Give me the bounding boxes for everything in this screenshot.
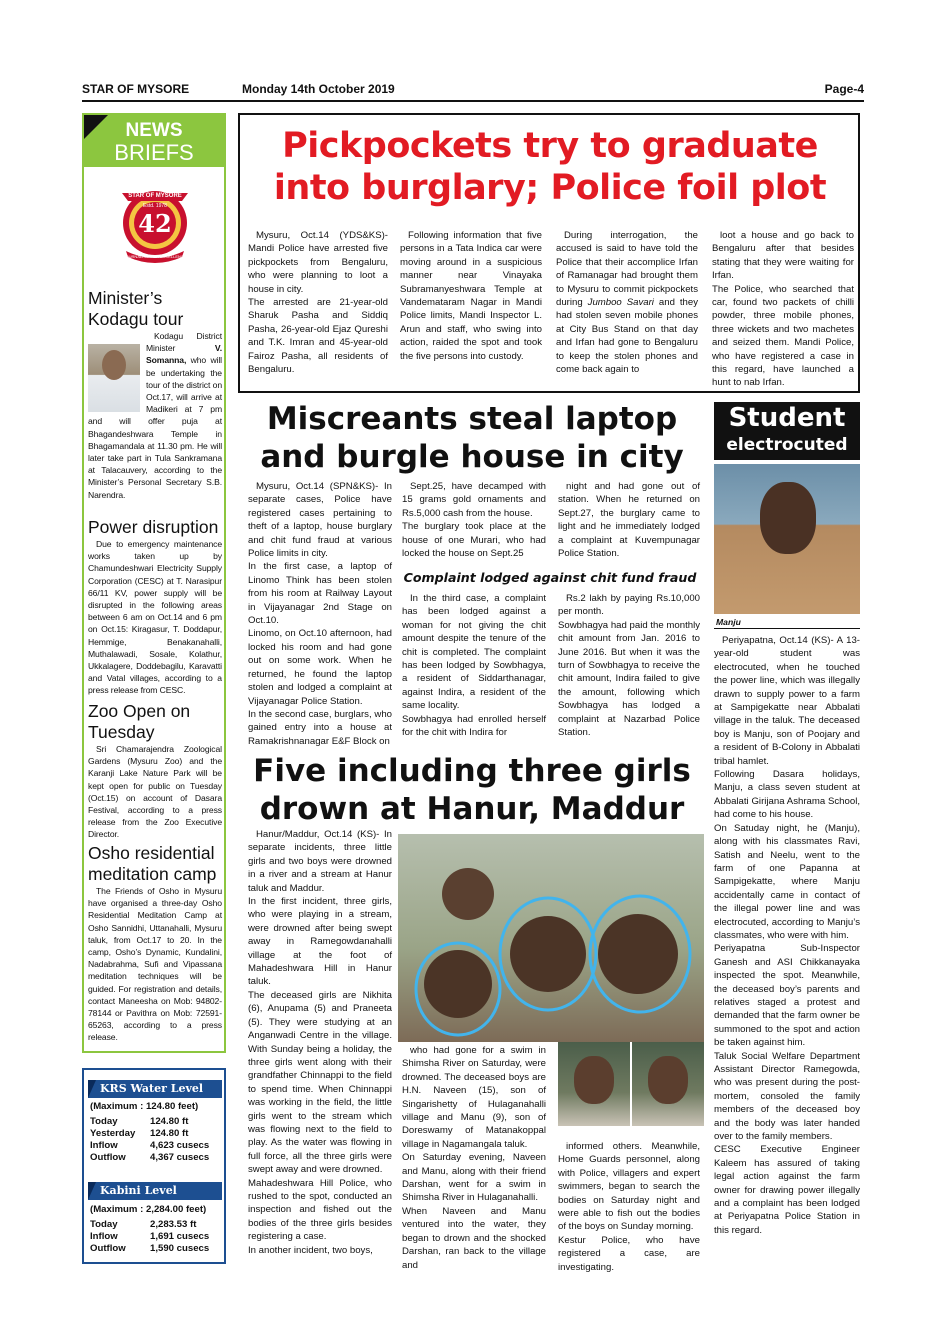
brief-beside: who will be undertaking the tour of the district on Oct.17, will arrive at Madikeri at 7 pm and will offer puja xyxy=(88,355,222,427)
chit-fund-subhead: Complaint lodged against chit fund fraud xyxy=(403,570,697,585)
manju-photo xyxy=(714,464,860,614)
brief-power-disruption xyxy=(88,517,222,697)
student-body: Periyapatna, Oct.14 (KS)- A 13-year-old student was electrocuted, when he touched the power line, which was illegally drawn to supply power to a farm at Sampigekatte near Abbalati village in the taluk. The deceased boy is Manju, son of Poojary and a resident of B-Colony in Abbalati tribal hamlet. Following Dasara holidays, Manju, a class seven student at Abbalati Girijana Ashrama School, had come to his house. On Satuday night, he (Manju), along with his classmates Ravi, Satish and Neelu, went to the farm of one Papanna at Sampigekatte, where Manju accidentally came in contact of the illegal power line and was electrocuted, according to Manju’s classmates, who were with him. Periyapatna Sub-Inspector Ganesh and ASI Chikkanayaka inspected the spot. Meanwhile, the deceased boy’s parents and relatives staged a protest and demanded that the farm owner be summoned to the spot and action be taken against him. Taluk Social Welfare Department Assistant Director Ramegowda, who was present during the post-mortem, consoled the family members of the deceased boy and the body was later handed over to the family members. CESC Executive Engineer Kaleem has assured of taking legal action against the farm owner for drawing power illegally and a complaint has been lodged at Periyapatna Police Station in this regard. xyxy=(714,635,860,1236)
pickpockets-col2: Following information that five persons in a Tata Indica car were moving around in a suspicious manner near Vinayaka Subramanyeshwara Temple at Vandemataram Nagar in Mandi Police limits, Mandi Inspector L. Arun and staff, who swing into action, raided the spot and took the five persons into custody. xyxy=(400,230,542,362)
photo-caption: Manju xyxy=(716,617,741,627)
table-row: Yesterday 124.80 ft xyxy=(90,1128,189,1139)
brief-minister-kodagu xyxy=(88,288,222,501)
krs-title: KRS Water Level xyxy=(100,1082,204,1095)
water-level-box xyxy=(82,1068,226,1264)
page-number: Page-4 xyxy=(824,82,864,96)
drown-headline: Five including three girls drown at Hanur, Maddur xyxy=(253,753,691,827)
star-of-mysore-42-logo xyxy=(116,179,194,265)
masthead xyxy=(82,80,864,102)
brief-body: The Friends of Osho in Mysuru have organised a three-day Osho Residential Meditation Camp at Osho Sannidhi, Uttanahalli, Mysuru taluk, from Oct.17 to 20. In the camp, Osho’s Dynamic, Kundalini, Nadabrahma, Sufi and Vipassana meditation techniques will be guided. For registration and details, contact Maneesha on Mob: 94802-78144 or Pavithra on Mob: 72591-65263, according to a press release. xyxy=(88,886,222,1043)
table-row: Inflow 4,623 cusecs xyxy=(90,1140,210,1151)
brief-osho-camp xyxy=(88,843,222,1044)
minister-name: V. Somanna, xyxy=(146,343,222,366)
brief-body: Sri Chamarajendra Zoological Gardens (Mysuru Zoo) and the Karanji Lake Nature Park will be kept open for public on Tuesday (Oct.15) on account of Dasara Festival, according to a press release from the Zoo Executive Director. xyxy=(88,744,222,840)
naveen-photo xyxy=(558,1042,630,1126)
miscreants-col1: Mysuru, Oct.14 (SPN&KS)- In separate cases, Police have registered cases pertaining to theft of a laptop, house burglary and chit fund fraud at various Police limits in city. In the first case, a laptop of Linomo Think has been stolen from his room at Railway Layout in Vijayanagar 2nd Stage on Oct.10. Linomo, on Oct.10 afternoon, had locked his room and had gone out on some work. When he returned, he found the laptop stolen and lodged a complaint at Vijayanagar Police Station. In the second case, burglars, who gained entry into a house at Ramakrishnanagar E&F Block on xyxy=(248,481,392,747)
kabini-maximum: (Maximum : 2,284.00 feet) xyxy=(90,1204,207,1215)
paper-name: STAR OF MYSORE xyxy=(82,82,190,96)
table-row: Outflow 4,367 cusecs xyxy=(90,1152,210,1163)
brief-title: Power disruption xyxy=(88,517,219,537)
miscreants-col2: Sept.25, have decamped with 15 grams gold ornaments and Rs.5,000 cash from the house. The burglary took place at the house of one Murari, who had locked the house on Sept.25 xyxy=(402,481,546,560)
logo-estd: Estd. 1978 xyxy=(143,203,167,209)
news-label: NEWS xyxy=(125,120,183,141)
briefs-label: BRIEFS xyxy=(114,140,194,165)
caption-rule xyxy=(714,628,860,629)
pickpockets-col4: loot a house and go back to Bengaluru after that besides stating that they were waiting for Irfan. The Police, who searched that car, found two packets of chilli powder, three mobile phones, three wickets and two machetes and seized them. Mandi Police, who have registered a case in this regard, have launched a hunt to nab Irfan. xyxy=(712,230,854,389)
pickpockets-col1: Mysuru, Oct.14 (YDS&KS)- Mandi Police have arrested five pickpockets from Bengaluru, who were planning to loot a house in city. The arrested are 21-year-old Sharuk Pasha and Siddiq Pasha, 26-year-old Ejaz Qureshi and T.K. Imran and 45-year-old Fairoz Pasha, all residents of Bengaluru. xyxy=(248,230,388,376)
photo-circles xyxy=(398,834,704,1042)
drown-col1: Hanur/Maddur, Oct.14 (KS)- In separate incidents, three little girls and two boys were drowned in a river and a stream at Hanur taluk and Maddur. In the first incident, three girls, who were playing in a stream, were drowned after being swept away in Ramegowdanahalli village at the foot of Mahadeshwara Hill in Hanur taluk. The deceased girls are Nikhita (6), Anupama (5) and Praneeta (5). They were studying at an Anganwadi Centre in the village. With Sunday being a holiday, the three girls went along with their grandfather Chinnappi to the field to spend time. When Chinnappi was working in the field, the little girls went to the stream which was flowing next to the field to play. As the water was flowing in full force, all the three girls were swept away and were drowned. Mahadeshwara Hill Police, who rushed to the spot, conducted an inspection and fished out the bodies of the three girls besides registering a case. In another incident, two boys, xyxy=(248,829,392,1256)
drown-col3: informed others. Meanwhile, Home Guards personnel, along with Police, villagers and expert swimmers, began to search the bodies on Saturday night and were able to fish out the bodies of the boys on Sunday morning. Kestur Police, who have registered a case, are investigating. xyxy=(558,1141,700,1273)
chit-fund-col3: Rs.2 lakh by paying Rs.10,000 per month. Sowbhagya had paid the monthly chit amount from Jan. 2016 to June 2016. But when it was the turn of Sowbhagya to receive the chit amount, Indira failed to give the amount, following which Sowbhagya has lodged a complaint at Nazarbad Police Station. xyxy=(558,593,700,739)
krs-title-bar xyxy=(88,1080,222,1098)
story-five-drown xyxy=(238,752,706,1272)
student-headline-line1: Student xyxy=(728,403,846,433)
krs-table xyxy=(90,1116,209,1164)
brief-intro: Kodagu District Minister xyxy=(146,331,222,354)
table-row: Today 2,283.53 ft xyxy=(90,1219,197,1230)
brief-title: Minister’s Kodagu tour xyxy=(88,288,184,329)
pickpockets-col3: During interrogation, the accused is said to have told the Police that their accomplice Irfan of Ramanagar had brought them to Mysuru to commit pickpockets during Jumboo Savari and they had stolen seven mobile phones at City Bus Stand on that day and Irfan had gone to Bengaluru to keep the stolen phones and come back again to xyxy=(556,230,698,376)
brief-rest: at Bhagandeshwara Temple in Bhagamandala at 11.30 pm. He will later take part in Tula Sankramana at Talacauvery, according to the Minister’s Personal Secretary S.B. Narendra. xyxy=(88,416,222,500)
krs-maximum: (Maximum : 124.80 feet) xyxy=(90,1101,199,1112)
brief-body: Due to emergency maintenance works taken up by Chamundeshwari Electricity Supply Corporation (CESC) at T. Narasipur 66/11 KV, power supply will be disrupted in the following areas between 6 am on Oct.14 and 6 pm on Oct.15: Kiragasur, T. Doddapur, Hemmige, Benakanahalli, Muthalawadi, Sosale, Kolathur, Ukkalagere, Doddebagilu, Karavatti and Vatal villages, according to a press release from CESC. xyxy=(88,539,222,696)
student-headline-box xyxy=(714,402,860,460)
story-miscreants xyxy=(238,398,706,748)
drown-col2: who had gone for a swim in Shimsha River on Saturday, were drowned. The deceased boys are H.N. Naveen (15), son of Singarishetty of Hulaganahalli village and Manu (9), son of Doreswamy of Matanakoppal village in Nagamangala taluk. On Saturday evening, Naveen and Manu, along with their friend Darshan, went for a swim in Shimsha River in Hulaganahalli. When Naveen and Manu ventured into the water, they began to drown and the shocked Darshan, ran back to the village and xyxy=(402,1045,546,1271)
manu-photo xyxy=(632,1042,704,1126)
logo-top-text: STAR OF MYSORE xyxy=(128,193,182,199)
chit-fund-col2: In the third case, a complaint has been lodged against a woman for not giving the chit amount despite the tenure of the chit is completed. The complaint has been lodged by Sowbhagya, a resident of Siddarthanagar, against Indira, a resident of the same locality. Sowbhagya had enrolled herself for the chit with Indira for xyxy=(402,593,546,739)
logo-motto: JOURNALISM FOR EXCELLENCE xyxy=(123,254,187,259)
briefs-banner xyxy=(84,115,224,167)
logo-number: 42 xyxy=(138,209,172,238)
pickpockets-headline: Pickpockets try to graduate into burglary; Police foil plot xyxy=(273,126,827,208)
student-headline-line2: electrocuted xyxy=(726,435,848,455)
kabini-title: Kabini Level xyxy=(100,1184,177,1197)
brief-zoo-open xyxy=(88,701,222,841)
news-briefs-box xyxy=(82,113,226,1053)
story-pickpockets xyxy=(238,113,860,393)
table-row: Inflow 1,691 cusecs xyxy=(90,1231,210,1242)
table-row: Outflow 1,590 cusecs xyxy=(90,1243,210,1254)
brief-title: Zoo Open on Tuesday xyxy=(88,701,191,742)
story-student-electrocuted xyxy=(714,402,864,1282)
drowned-girls-photo xyxy=(398,834,704,1042)
table-row: Today 124.80 ft xyxy=(90,1116,189,1127)
kabini-table xyxy=(90,1219,209,1255)
issue-date: Monday 14th October 2019 xyxy=(242,82,395,96)
minister-photo xyxy=(88,344,140,412)
brief-title: Osho residential meditation camp xyxy=(88,843,217,884)
miscreants-headline: Miscreants steal laptop and burgle house in city xyxy=(260,401,684,475)
miscreants-col3: night and had gone out of station. When he returned on Sept.27, the burglary came to light and he immediately lodged a complaint at Kuvempunagar Police Station. xyxy=(558,481,700,560)
kabini-title-bar xyxy=(88,1182,222,1200)
